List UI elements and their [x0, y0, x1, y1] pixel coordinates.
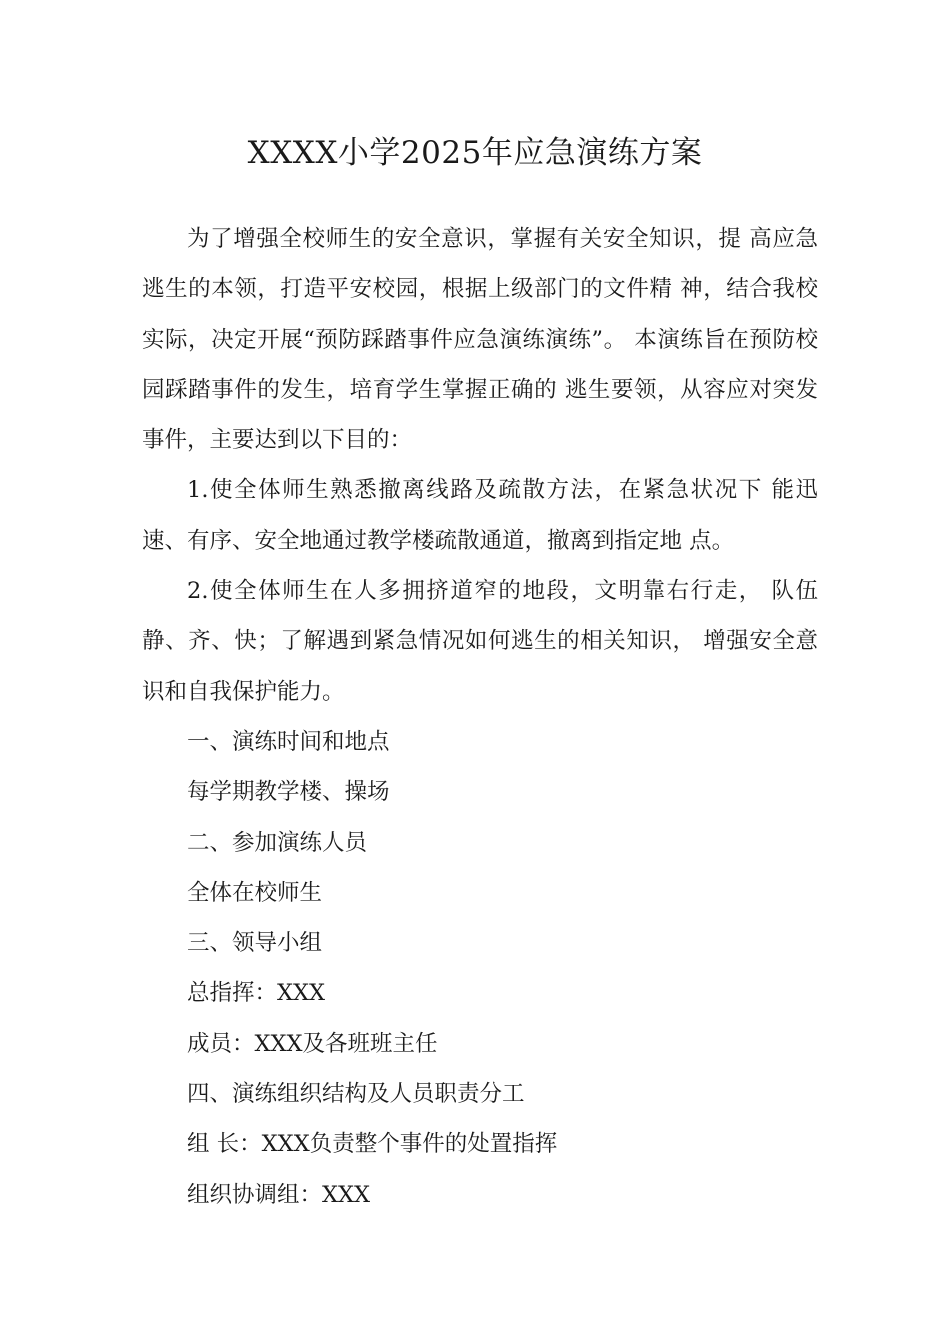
goal-paragraph-1: 1.使全体师生熟悉撤离线路及疏散方法，在紧急状况下 能迅速、有序、安全地通过教学楼疏散通道，撤离到指定地 点。	[142, 477, 818, 554]
section-heading-organization: 四、演练组织结构及人员职责分工	[187, 1081, 525, 1108]
leadership-members: 成员：XXX及各班班主任	[187, 1030, 438, 1057]
section-content-time-place: 每学期教学楼、操场	[187, 779, 390, 806]
document-body	[142, 214, 818, 1220]
leadership-commander: 总指挥：XXX	[187, 980, 326, 1007]
goal-paragraph-2: 2.使全体师生在人多拥挤道窄的地段，文明靠右行走， 队伍静、齐、快；了解遇到紧急情况如何逃生的相关知识， 增强安全意识和自我保护能力。	[142, 578, 818, 705]
section-content-participants: 全体在校师生	[187, 879, 323, 906]
section-heading-time-place: 一、演练时间和地点	[187, 728, 390, 755]
organization-leader: 组 长：XXX负责整个事件的处置指挥	[187, 1131, 558, 1158]
intro-paragraph: 为了增强全校师生的安全意识，掌握有关安全知识，提 高应急逃生的本领，打造平安校园，根据上级部门的文件精 神，结合我校实际，决定开展“预防踩踏事件应急演练演练”。 本演练旨在预防校园踩踏事件的发生，培育学生掌握正确的 逃生要领，从容应对突发事件，主要达到以下目的：	[142, 226, 818, 454]
organization-coordination: 组织协调组：XXX	[187, 1181, 371, 1208]
section-heading-leadership: 三、领导小组	[187, 930, 323, 957]
document-title: XXXX小学2025年应急演练方案	[247, 135, 703, 171]
section-heading-participants: 二、参加演练人员	[187, 829, 368, 856]
